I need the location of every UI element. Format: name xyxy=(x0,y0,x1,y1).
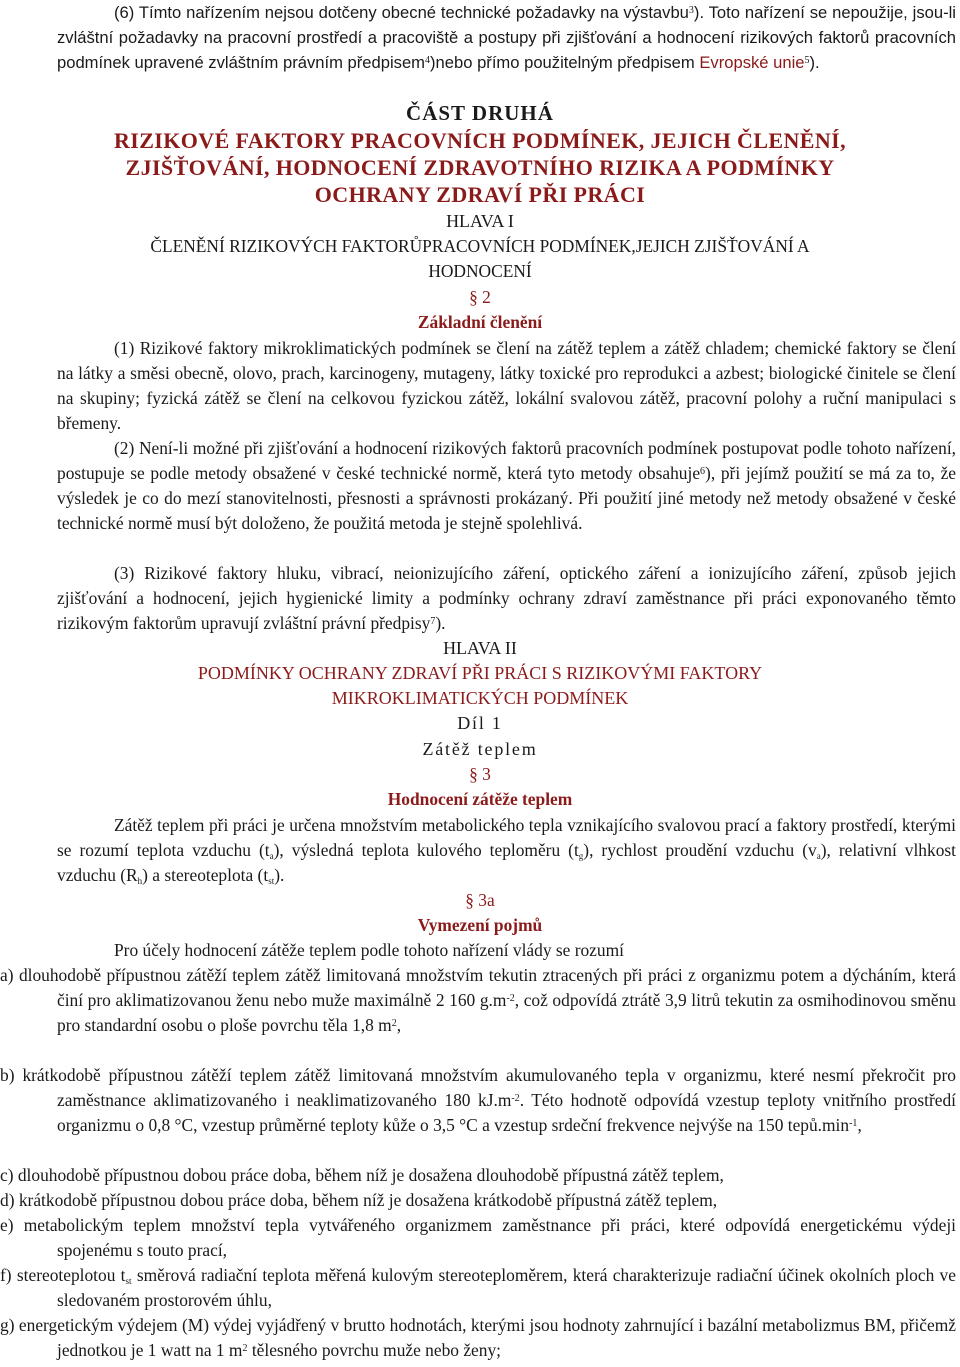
chapter-title-line: ČLENĚNÍ RIZIKOVÝCH FAKTORŮPRACOVNÍCH PODMÍNEK,JEJICH ZJIŠŤOVÁNÍ A xyxy=(150,236,810,256)
section-number: § 2 xyxy=(469,287,491,307)
section-title: Základní členění xyxy=(417,312,543,332)
list-item: f) stereoteplotou $t_{st}$ směrová radiační teplota měřená kulovým stereoteploměrem, která charakterizuje radiační účinek okolních ploch ve sledovaném prostorovém úhlu, xyxy=(0,1265,956,1310)
paragraph: (2) Není-li možné při zjišťování a hodnocení rizikových faktorů pracovních podmínek postupovat podle tohoto nařízení, postupuje se podle metody obsažené v české technické normě, která tyto metody obsahuje$^6$), při jejímž použití se má za to, že výsledek je co do mezí stanovitelnosti, přesnosti a správnosti prokázaný. Při použití jiné metody než metody obsažené v české technické normě musí být doloženo, že použitá metoda je stejně spolehlivá. xyxy=(57,438,957,533)
chapter-title-line: MIKROKLIMATICKÝCH PODMÍNEK xyxy=(331,688,629,708)
list-item: e) metabolickým teplem množství tepla vytvářeného organizmem zaměstnance při práci, které odpovídá energetickému výdeji spojenému s touto prací, xyxy=(0,1215,956,1260)
footnote-ref[interactable]: 5 xyxy=(804,55,810,66)
section-number: § 3a xyxy=(465,890,495,910)
intro-paragraph: (6) Tímto nařízením nejsou dotčeny obecné technické požadavky na výstavbu$^3$). Toto nařízení se nepoužije, jsou-li zvláštní požadavky na pracovní prostředí a pracoviště a postupy při zjišťování a hodnocení rizikových faktorů pracovních podmínek upravené zvláštním právním předpisem$^4$)nebo přímo použitelným předpisem Evropské unie$^5$). xyxy=(57,3,956,72)
part-title-line: ZJIŠŤOVÁNÍ, HODNOCENÍ ZDRAVOTNÍHO RIZIKA A PODMÍNKY xyxy=(125,155,835,180)
footnote-ref[interactable]: 6 xyxy=(700,466,706,477)
paragraph: Zátěž teplem při práci je určena množstvím metabolického tepla vznikajícího svalovou prací a faktory prostředí, kterými se rozumí teplota vzduchu $(t_a)$, výsledná teplota kulového teploměru $(t_g)$, rychlost proudění vzduchu $(v_a)$, relativní vlhkost vzduchu $(R_h)$ a stereoteplota $(t_{st})$. xyxy=(57,815,956,886)
eu-link[interactable]: Evropské unie xyxy=(699,53,805,72)
chapter-heading: HLAVA II xyxy=(443,638,517,658)
list-item: c) dlouhodobě přípustnou dobou práce doba, během níž je dosažena dlouhodobě přípustná zátěž teplem, xyxy=(0,1165,724,1185)
list-item: a) dlouhodobě přípustnou zátěží teplem zátěž limitovaná množstvím tekutin ztracených při práci z organizmu potem a dýcháním, která činí pro aklimatizovanou ženu nebo muže maximálně 2 160 $g.m^{-2}$, což odpovídá ztrátě 3,9 litrů tekutin za osmihodinovou směnu pro standardní osobu o ploše povrchu těla 1,8 $m^2$, xyxy=(0,965,956,1035)
section-title: Hodnocení zátěže teplem xyxy=(387,789,573,809)
footnote-ref[interactable]: 4 xyxy=(425,55,431,66)
division-heading: Díl 1 xyxy=(457,713,503,733)
section-number: § 3 xyxy=(469,764,491,784)
footnote-ref[interactable]: 7 xyxy=(430,616,436,627)
chapter-title-line: HODNOCENÍ xyxy=(428,261,532,281)
part-title-line: RIZIKOVÉ FAKTORY PRACOVNÍCH PODMÍNEK, JEJICH ČLENĚNÍ, xyxy=(113,128,847,153)
chapter-title-line: PODMÍNKY OCHRANY ZDRAVÍ PŘI PRÁCI S RIZIKOVÝMI FAKTORY xyxy=(197,663,763,683)
list-item: b) krátkodobě přípustnou zátěží teplem zátěž limitovaná množstvím akumulovaného tepla v organizmu, které nesmí překročit pro zaměstnance aklimatizovaného i neaklimatizovaného 180 $kJ.m^{-2}$. Této hodnotě odpovídá vzestup teploty vnitřního prostředí organizmu o 0,8 °C, vzestup průměrné teploty kůže o 3,5 °C a vzestup srdeční frekvence nejvýše na 150 $tepů.\min^{-1}$, xyxy=(0,1065,956,1135)
paragraph: (3) Rizikové faktory hluku, vibrací, neionizujícího záření, optického záření a ionizujícího záření, způsob jejich zjišťování a hodnocení, jejich hygienické limity a podmínky ochrany zdraví zaměstnance při práci exponovaného těmto rizikovým faktorům upravují zvláštní právní předpisy$^7$). xyxy=(57,563,956,633)
list-item: d) krátkodobě přípustnou dobou práce doba, během níž je dosažena krátkodobě přípustná zátěž teplem, xyxy=(0,1190,718,1210)
part-heading: ČÁST DRUHÁ xyxy=(406,101,554,125)
paragraph: Pro účely hodnocení zátěže teplem podle tohoto nařízení vlády se rozumí xyxy=(114,940,624,960)
chapter-heading: HLAVA I xyxy=(446,211,514,231)
footnote-ref[interactable]: 3 xyxy=(688,5,694,16)
section-title: Vymezení pojmů xyxy=(417,915,543,935)
list-item: g) energetickým výdejem (M) výdej vyjádřený v brutto hodnotách, kterými jsou hodnoty zahrnující i bazální metabolizmus BM, přičemž jednotkou je 1 watt na 1 $m^2$ tělesného povrchu muže nebo ženy; xyxy=(0,1315,956,1360)
division-title: Zátěž teplem xyxy=(422,739,538,759)
part-title-line: OCHRANY ZDRAVÍ PŘI PRÁCI xyxy=(314,182,646,207)
paragraph: (1) Rizikové faktory mikroklimatických podmínek se člení na zátěž teplem a zátěž chladem; chemické faktory se člení na látky a směsi obecně, olovo, prach, karcinogeny, mutageny, látky toxické pro reprodukci a azbest; biologické činitele se člení na skupiny; fyzická zátěž se člení na celkovou fyzickou zátěž, lokální svalovou zátěž, pracovní polohy a ruční manipulaci s břemeny. xyxy=(57,338,956,433)
